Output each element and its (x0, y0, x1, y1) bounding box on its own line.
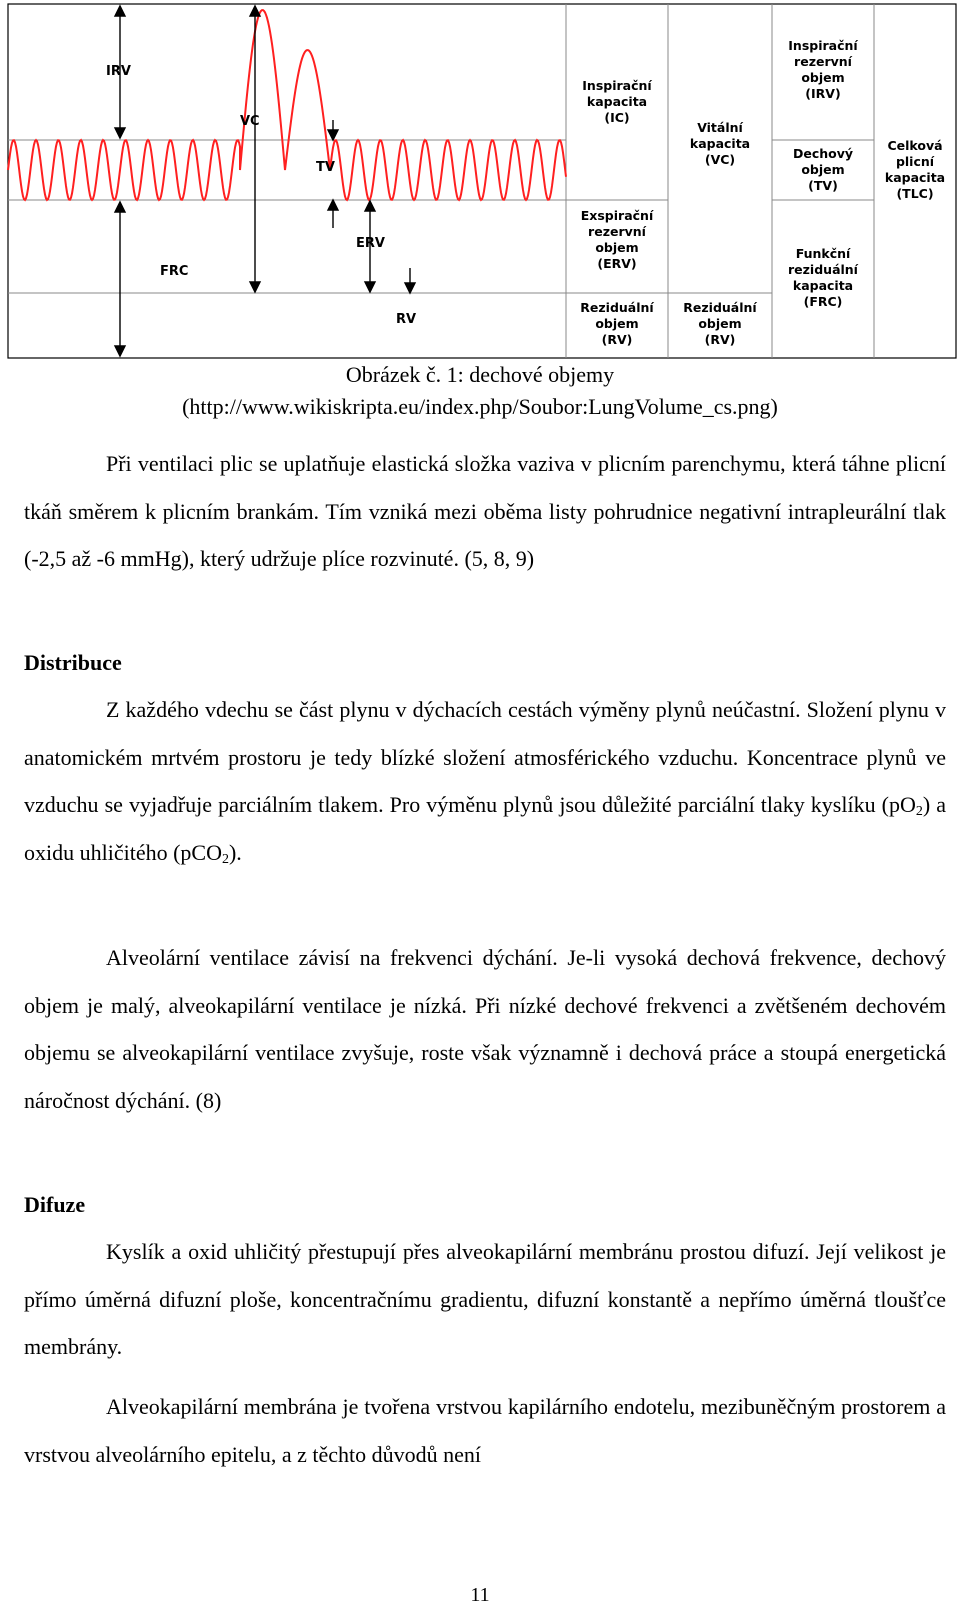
label-vital-capacity: Vitální kapacita (VC) (689, 120, 751, 167)
paragraph-distribution (24, 686, 946, 876)
label-functional-residual-capacity: Funkční reziduální kapacita (FRC) (788, 246, 858, 309)
label-residual-volume-col1: Reziduální objem (RV) (580, 300, 654, 347)
heading-difuze: Difuze (24, 1192, 86, 1217)
breathing-waveform (8, 10, 566, 200)
label-vc: VC (240, 114, 260, 129)
page-number: 11 (470, 1584, 490, 1606)
label-irv: IRV (106, 64, 131, 79)
label-expiratory-reserve-volume: Exspirační rezervní objem (ERV) (580, 208, 654, 271)
paragraph-alveocapillary-membrane: Alveokapilární membrána je tvořena vrstvou kapilárního endotelu, mezibuněčným prostorem a vrstvou alveolárního epitelu, a z těchto důvodů není (24, 1394, 946, 1467)
paragraph-distribution-text-b: ) a oxidu uhličitého (pCO (24, 792, 946, 865)
paragraph-diffusion: Kyslík a oxid uhličitý přestupují přes alveokapilární membránu prostou difuzí. Její velikost je přímo úměrná difuzní ploše, koncentračnímu gradientu, difuzní konstantě a nepřímo úměrná tloušťce membrány. (24, 1239, 946, 1359)
paragraph-alveolar-ventilation: Alveolární ventilace závisí na frekvenci dýchání. Je-li vysoká dechová frekvence, dechový objem je malý, alveokapilární ventilace je nízká. Při nízké dechové frekvenci a zvětšeném dechovém objemu se alveokapilární ventilace zvyšuje, roste však významně i dechová práce a stoupá energetická náročnost dýchání. (8) (24, 945, 946, 1113)
subscript-pco2: 2 (221, 851, 229, 867)
subscript-po2: 2 (915, 804, 923, 819)
label-inspiratory-capacity: Inspirační kapacita (IC) (582, 78, 652, 125)
paragraph-distribution-text-c: ). (228, 839, 242, 865)
label-tidal-volume: Dechový objem (TV) (792, 146, 854, 193)
heading-distribuce: Distribuce (24, 650, 122, 675)
label-inspiratory-reserve-volume: Inspirační rezervní objem (IRV) (788, 38, 858, 101)
label-total-lung-capacity: Celková plicní kapacita (TLC) (884, 138, 946, 201)
rv-arrow (405, 268, 415, 293)
frc-arrow (115, 202, 125, 356)
paragraph-ventilation: Při ventilaci plic se uplatňuje elastická složka vaziva v plicním parenchymu, která táhne plicní tkáň směrem k plicním brankám. Tím vzniká mezi oběma listy pohrudnice negativní intrapleurální tlak (-2,5 až -6 mmHg), který udržuje plíce rozvinuté. (5, 8, 9) (24, 451, 946, 571)
label-frc: FRC (160, 264, 189, 279)
label-tv: TV (316, 160, 335, 175)
lung-volume-figure (0, 0, 960, 362)
figure-caption-title: Obrázek č. 1: dechové objemy (345, 362, 615, 387)
paragraph-distribution-text-a: Z každého vdechu se část plynu v dýchacích cestách výměny plynů neúčastní. Složení plynu v anatomickém mrtvém prostoru je tedy blízké složení atmosférického vzduchu. Koncentrace plynů ve vzduchu se vyjadřuje parciálním tlakem. Pro výměnu plynů jsou důležité parciální tlaky kyslíku (pO (24, 697, 946, 817)
figure-caption-source: (http://www.wikiskripta.eu/index.php/Soubor:LungVolume_cs.png) (182, 394, 778, 419)
label-erv: ERV (356, 236, 385, 251)
label-residual-volume-col2: Reziduální objem (RV) (683, 300, 757, 347)
label-rv: RV (396, 312, 417, 327)
